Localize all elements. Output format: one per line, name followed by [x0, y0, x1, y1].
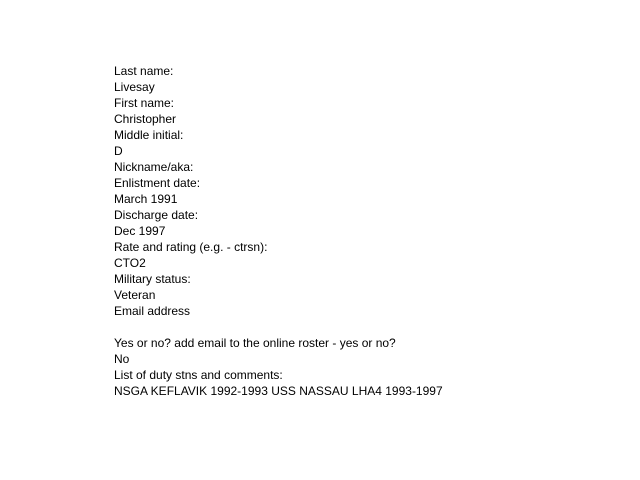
roster-answer-value: No [114, 352, 130, 366]
first-name-label: First name: [114, 96, 175, 110]
roster-question-label: Yes or no? add email to the online roster - yes or no? [114, 336, 396, 350]
first-name-value: Christopher [114, 112, 177, 126]
middle-initial-value: D [114, 144, 123, 158]
discharge-date-label: Discharge date: [114, 208, 199, 222]
nickname-label: Nickname/aka: [114, 160, 194, 174]
roster-entry [114, 63, 443, 399]
enlistment-date-label: Enlistment date: [114, 176, 201, 190]
middle-initial-label: Middle initial: [114, 128, 184, 142]
email-value-blank [114, 319, 443, 335]
military-status-value: Veteran [114, 288, 156, 302]
email-label: Email address [114, 304, 191, 318]
discharge-date-value: Dec 1997 [114, 224, 166, 238]
last-name-value: Livesay [114, 80, 155, 94]
last-name-label: Last name: [114, 64, 174, 78]
military-status-label: Military status: [114, 272, 191, 286]
enlistment-date-value: March 1991 [114, 192, 178, 206]
duty-stations-value: NSGA KEFLAVIK 1992-1993 USS NASSAU LHA4 1993-1997 [114, 384, 443, 398]
duty-stations-label: List of duty stns and comments: [114, 368, 283, 382]
rate-value: CTO2 [114, 256, 146, 270]
rate-label: Rate and rating (e.g. - ctrsn): [114, 240, 268, 254]
